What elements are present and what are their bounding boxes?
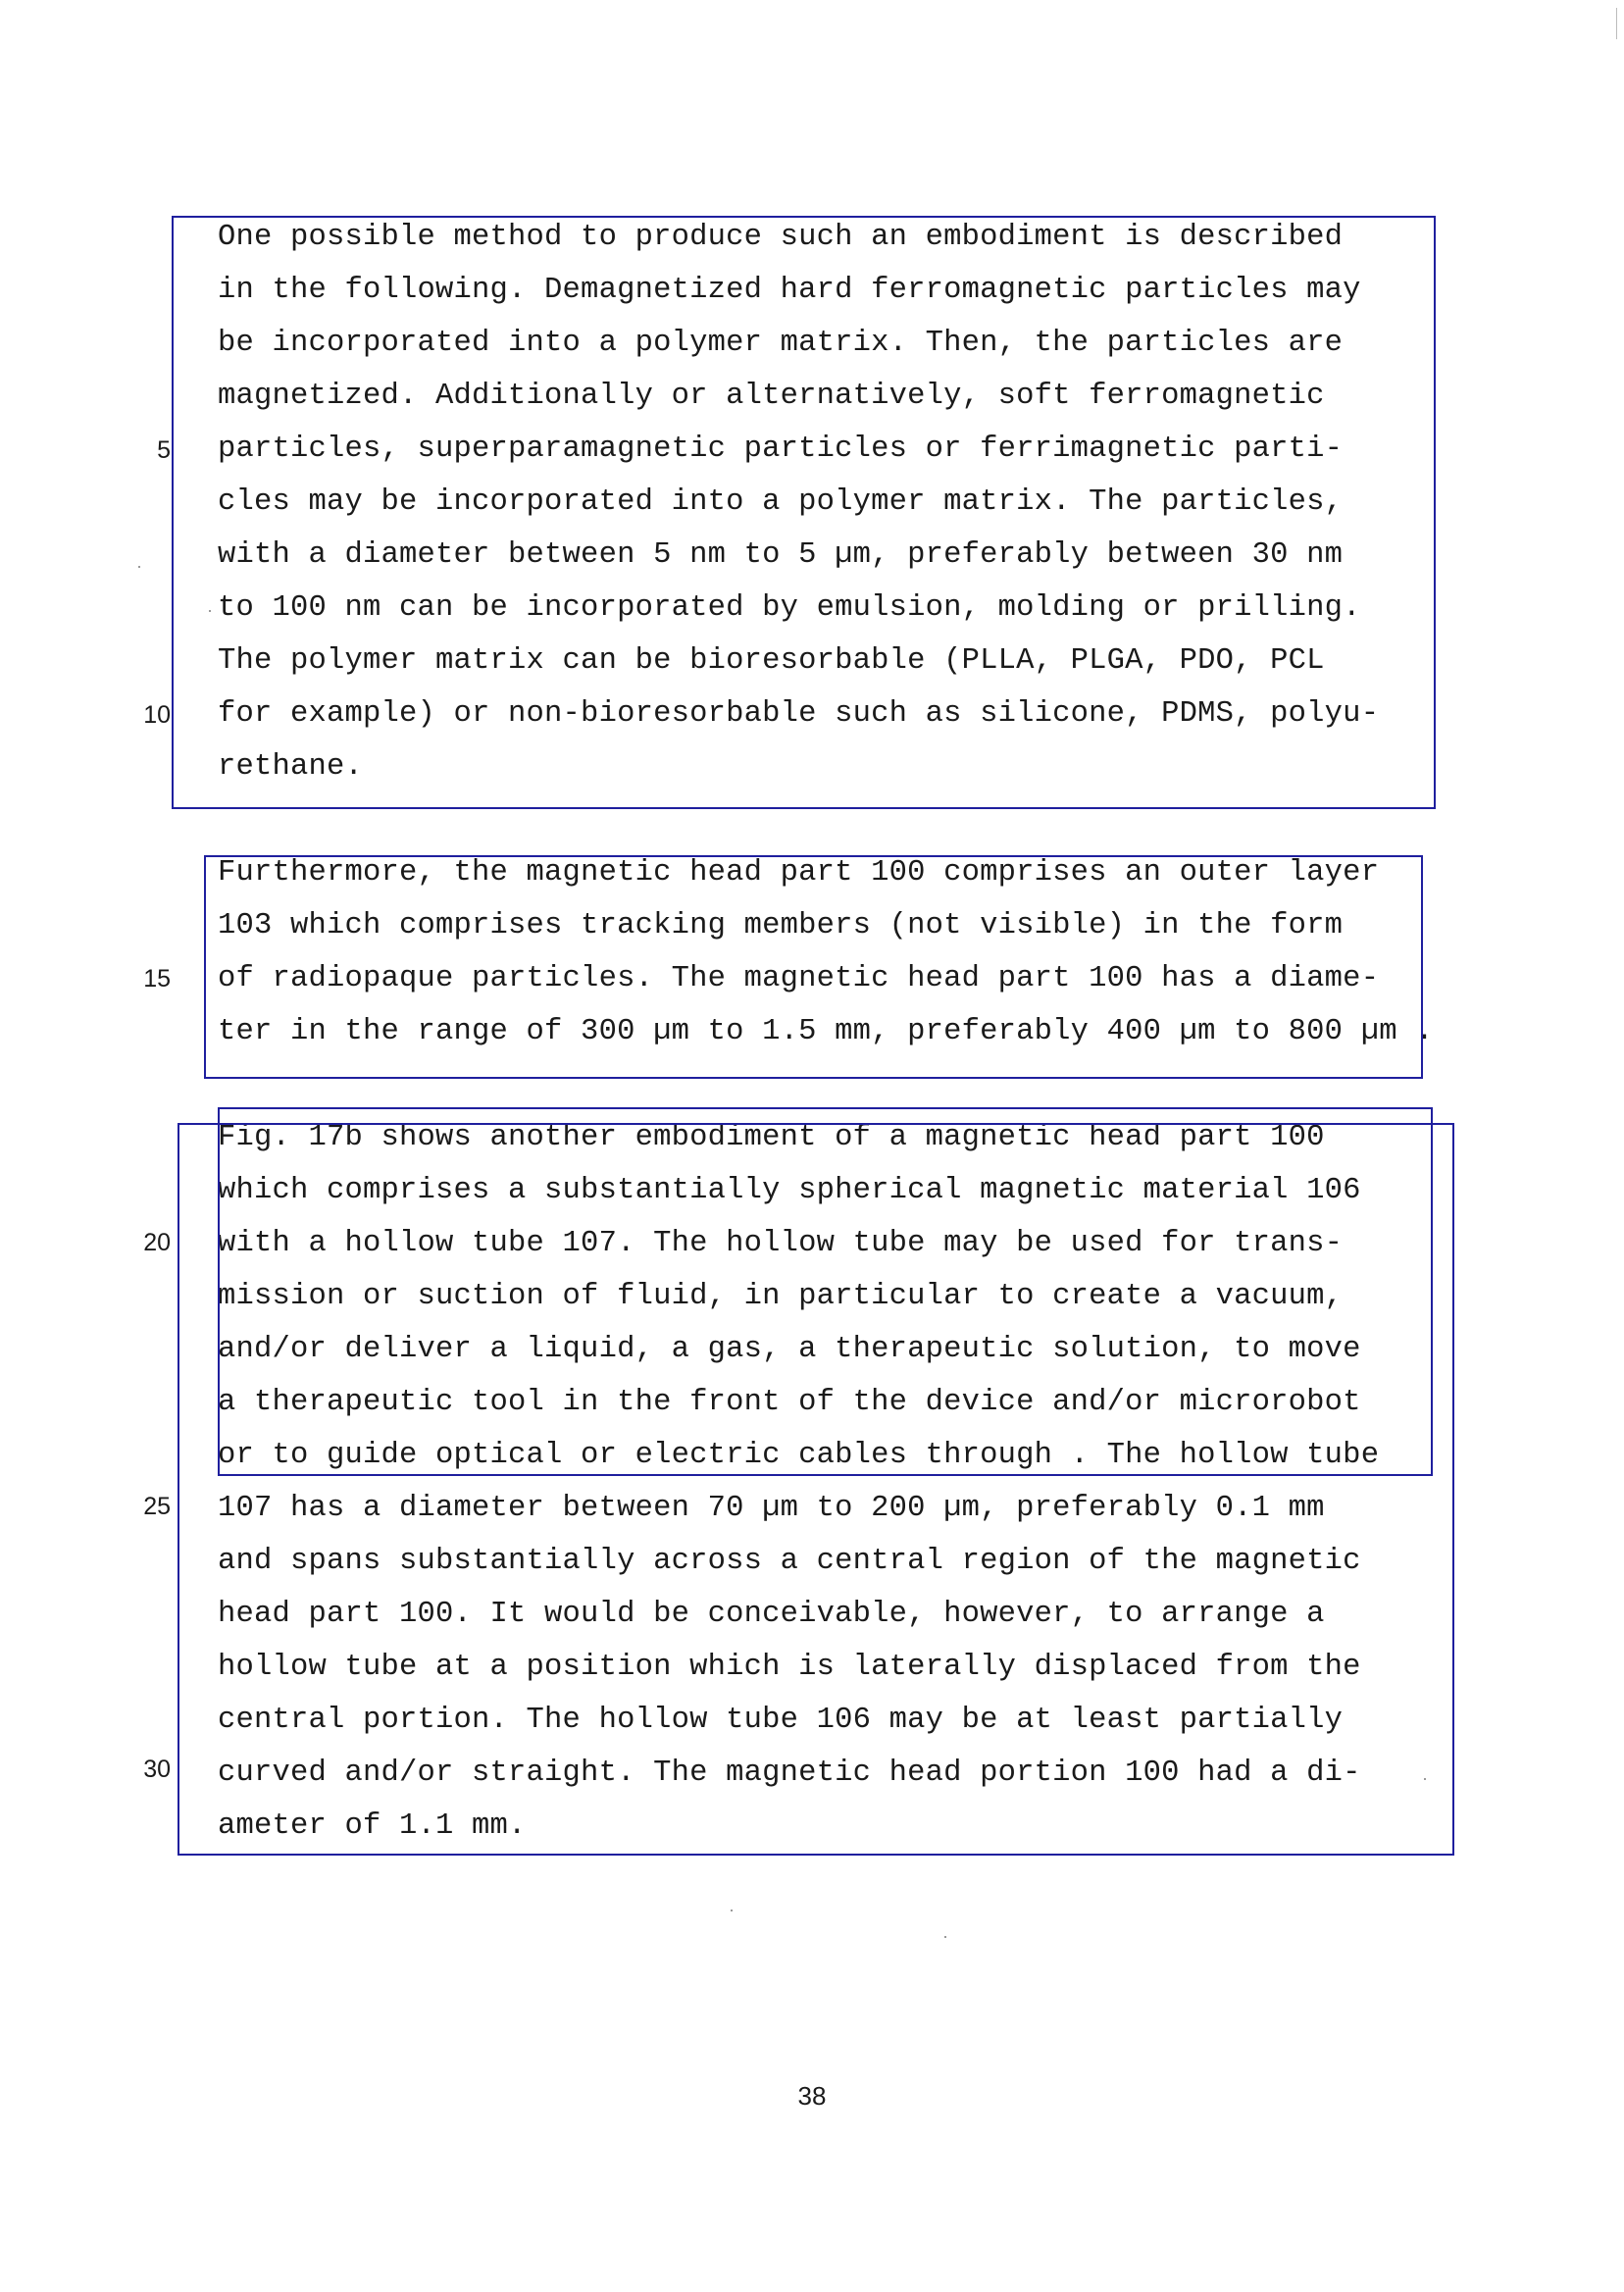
text-line: curved and/or straight. The magnetic head portion 100 had a di- xyxy=(218,1757,1361,1790)
text-line: central portion. The hollow tube 106 may be at least partially xyxy=(218,1704,1344,1737)
text-line: to 100 nm can be incorporated by emulsion, molding or prilling. xyxy=(218,591,1361,625)
line-number-25: 25 xyxy=(143,1493,171,1520)
scan-speck xyxy=(1424,1778,1426,1780)
text-line: head part 100. It would be conceivable, however, to arrange a xyxy=(218,1598,1325,1631)
text-line: 107 has a diameter between 70 µm to 200 µm, preferably 0.1 mm xyxy=(218,1492,1325,1525)
text-line: and spans substantially across a central region of the magnetic xyxy=(218,1545,1361,1578)
text-line: One possible method to produce such an embodiment is described xyxy=(218,221,1344,254)
text-line: be incorporated into a polymer matrix. Then, the particles are xyxy=(218,327,1344,360)
annotation-box-paragraph-1 xyxy=(172,216,1436,809)
text-line: or to guide optical or electric cables through . The hollow tube xyxy=(218,1439,1380,1472)
text-line: in the following. Demagnetized hard ferromagnetic particles may xyxy=(218,274,1361,307)
text-line: ter in the range of 300 µm to 1.5 mm, preferably 400 µm to 800 µm . xyxy=(218,1015,1434,1048)
text-line: hollow tube at a position which is laterally displaced from the xyxy=(218,1651,1361,1684)
text-line: ameter of 1.1 mm. xyxy=(218,1809,527,1843)
text-line: which comprises a substantially spherical magnetic material 106 xyxy=(218,1174,1361,1207)
page-number: 38 xyxy=(797,2081,827,2111)
annotation-box-paragraph-3 xyxy=(178,1123,1454,1856)
text-line: and/or deliver a liquid, a gas, a therapeutic solution, to move xyxy=(218,1333,1361,1366)
line-number-30: 30 xyxy=(143,1756,171,1783)
text-line: Fig. 17b shows another embodiment of a magnetic head part 100 xyxy=(218,1121,1325,1154)
text-line: rethane. xyxy=(218,750,364,784)
scan-speck xyxy=(731,1910,733,1911)
text-line: particles, superparamagnetic particles or ferrimagnetic parti- xyxy=(218,433,1344,466)
line-number-15: 15 xyxy=(143,965,171,993)
text-line: a therapeutic tool in the front of the device and/or microrobot xyxy=(218,1386,1361,1419)
text-line: cles may be incorporated into a polymer matrix. The particles, xyxy=(218,485,1344,519)
text-line: with a diameter between 5 nm to 5 µm, preferably between 30 nm xyxy=(218,538,1344,572)
text-line: with a hollow tube 107. The hollow tube may be used for trans- xyxy=(218,1227,1344,1260)
text-line: Furthermore, the magnetic head part 100 comprises an outer layer xyxy=(218,856,1380,890)
text-line: for example) or non-bioresorbable such as silicone, PDMS, polyu- xyxy=(218,697,1380,731)
scan-speck xyxy=(944,1936,946,1938)
text-line: of radiopaque particles. The magnetic head part 100 has a diame- xyxy=(218,962,1380,995)
annotation-box-paragraph-2 xyxy=(204,855,1423,1079)
line-number-10: 10 xyxy=(143,701,171,729)
text-line: mission or suction of fluid, in particular to create a vacuum, xyxy=(218,1280,1344,1313)
line-number-5: 5 xyxy=(157,436,171,464)
line-number-20: 20 xyxy=(143,1229,171,1256)
scan-speck xyxy=(138,566,140,568)
scan-speck xyxy=(209,610,211,612)
scan-edge-mark xyxy=(1616,8,1617,39)
text-line: The polymer matrix can be bioresorbable (PLLA, PLGA, PDO, PCL xyxy=(218,644,1325,678)
text-line: magnetized. Additionally or alternatively, soft ferromagnetic xyxy=(218,380,1325,413)
text-line: 103 which comprises tracking members (not visible) in the form xyxy=(218,909,1344,942)
